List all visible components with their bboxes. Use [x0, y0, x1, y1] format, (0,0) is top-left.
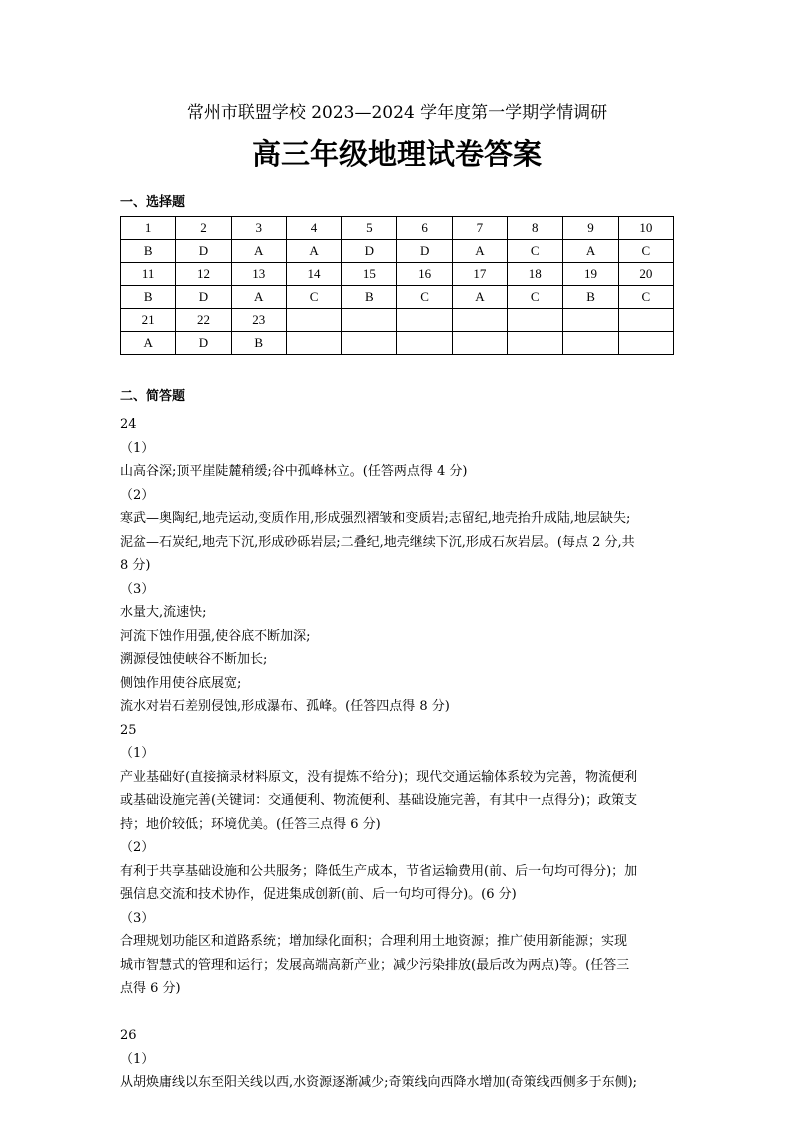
table-cell: 19	[563, 263, 618, 286]
table-cell: 15	[342, 263, 397, 286]
answer-line: 26	[120, 1028, 137, 1043]
answer-line: 侧蚀作用使谷底展宽;	[120, 675, 242, 691]
table-cell: C	[618, 286, 673, 309]
table-cell: B	[231, 332, 286, 355]
table-cell: 12	[176, 263, 231, 286]
table-cell	[452, 309, 507, 332]
table-row	[121, 332, 674, 355]
table-row	[121, 263, 674, 286]
table-cell: 4	[286, 217, 341, 240]
table-row	[121, 309, 674, 332]
table-cell	[508, 332, 563, 355]
answer-line: （1）	[120, 746, 155, 761]
answer-text-block	[120, 413, 680, 1095]
answer-line: 河流下蚀作用强,使谷底不断加深;	[120, 628, 311, 644]
exam-subtitle: 常州市联盟学校 2023—2024 学年度第一学期学情调研	[186, 103, 608, 123]
table-cell: 5	[342, 217, 397, 240]
answer-line: 强信息交流和技术协作，促进集成创新(前、后一句均可得分)。(6 分)	[120, 887, 517, 902]
answer-line: 城市智慧式的管理和运行；发展高端高新产业；减少污染排放(最后改为两点)等。(任答三	[120, 957, 630, 973]
table-cell: 1	[121, 217, 176, 240]
table-cell: 8	[508, 217, 563, 240]
table-cell: 16	[397, 263, 452, 286]
answer-line: 25	[120, 722, 137, 738]
table-cell: D	[397, 240, 452, 263]
table-cell: 13	[231, 263, 286, 286]
table-cell: A	[286, 240, 341, 263]
table-cell: 20	[618, 263, 673, 286]
table-cell: 22	[176, 309, 231, 332]
table-cell: C	[508, 286, 563, 309]
table-cell: B	[121, 240, 176, 263]
answer-line: 寒武—奥陶纪,地壳运动,变质作用,形成强烈褶皱和变质岩;志留纪,地壳抬升成陆,地层缺失;	[120, 511, 631, 526]
table-cell	[618, 332, 673, 355]
answer-line: （2）	[120, 487, 155, 503]
answer-table	[120, 216, 674, 355]
answer-line: 水量大,流速快;	[120, 605, 207, 620]
table-cell	[618, 309, 673, 332]
answer-line: 溯源侵蚀使峡谷不断加长;	[120, 652, 268, 667]
table-cell: C	[286, 286, 341, 309]
answer-line: （3）	[120, 581, 155, 597]
answer-line: 泥盆—石炭纪,地壳下沉,形成砂砾岩层;二叠纪,地壳继续下沉,形成石灰岩层。(每点 2 分,共	[120, 534, 635, 550]
table-cell	[286, 309, 341, 332]
table-row	[121, 217, 674, 240]
answer-line: 流水对岩石差别侵蚀,形成瀑布、孤峰。(任答四点得 8 分)	[120, 699, 450, 714]
table-cell	[342, 332, 397, 355]
table-cell: A	[231, 240, 286, 263]
table-cell: 10	[618, 217, 673, 240]
table-cell: A	[563, 240, 618, 263]
table-cell	[563, 332, 618, 355]
answer-line: 点得 6 分)	[120, 981, 181, 996]
answer-line: 8 分)	[120, 558, 151, 573]
answer-line: （2）	[120, 840, 155, 855]
table-cell	[286, 332, 341, 355]
answer-line: 24	[120, 417, 137, 432]
table-cell	[508, 309, 563, 332]
table-cell: B	[563, 286, 618, 309]
table-cell: A	[452, 286, 507, 309]
answer-line: （3）	[120, 910, 155, 926]
table-cell	[342, 309, 397, 332]
section-heading-choice: 一、选择题	[120, 195, 186, 210]
table-cell	[397, 309, 452, 332]
table-cell: C	[397, 286, 452, 309]
table-cell: 17	[452, 263, 507, 286]
answer-line	[120, 1001, 680, 1025]
table-cell: C	[508, 240, 563, 263]
answer-line: 持；地价较低；环境优美。(任答三点得 6 分)	[120, 816, 381, 832]
table-cell: 2	[176, 217, 231, 240]
table-cell: D	[176, 332, 231, 355]
table-cell	[397, 332, 452, 355]
table-cell: A	[231, 286, 286, 309]
table-cell: D	[342, 240, 397, 263]
table-cell: 3	[231, 217, 286, 240]
table-cell: A	[452, 240, 507, 263]
exam-title: 高三年级地理试卷答案	[251, 137, 542, 171]
table-cell: 7	[452, 217, 507, 240]
table-cell: D	[176, 286, 231, 309]
answer-line: （1）	[120, 440, 155, 456]
answer-line: 从胡焕庸线以东至阳关线以西,水资源逐渐减少;奇策线向西降水增加(奇策线西侧多于东侧);	[120, 1075, 638, 1090]
table-cell: 23	[231, 309, 286, 332]
table-cell: C	[618, 240, 673, 263]
table-cell: 11	[121, 263, 176, 286]
table-cell: D	[176, 240, 231, 263]
table-cell: 14	[286, 263, 341, 286]
answer-line: 合理规划功能区和道路系统；增加绿化面积；合理利用土地资源；推广使用新能源；实现	[120, 934, 628, 949]
table-row	[121, 286, 674, 309]
answer-line: 或基础设施完善(关键词：交通便利、物流便利、基础设施完善，有其中一点得分)；政策支	[120, 793, 638, 808]
table-cell: 9	[563, 217, 618, 240]
answer-line: 产业基础好(直接摘录材料原文，没有提炼不给分)；现代交通运输体系较为完善，物流便利	[120, 769, 638, 785]
answer-line: 有利于共享基础设施和公共服务；降低生产成本，节省运输费用(前、后一句均可得分)；加	[120, 863, 638, 879]
table-cell: 18	[508, 263, 563, 286]
table-cell	[563, 309, 618, 332]
table-cell	[452, 332, 507, 355]
table-cell: A	[121, 332, 176, 355]
table-cell: B	[342, 286, 397, 309]
table-row	[121, 240, 674, 263]
table-cell: B	[121, 286, 176, 309]
section-heading-short-answer: 二、简答题	[120, 389, 186, 404]
answer-line: 山高谷深;顶平崖陡麓稍缓;谷中孤峰林立。(任答两点得 4 分)	[120, 464, 468, 479]
answer-line: （1）	[120, 1051, 155, 1067]
table-cell: 6	[397, 217, 452, 240]
table-cell: 21	[121, 309, 176, 332]
